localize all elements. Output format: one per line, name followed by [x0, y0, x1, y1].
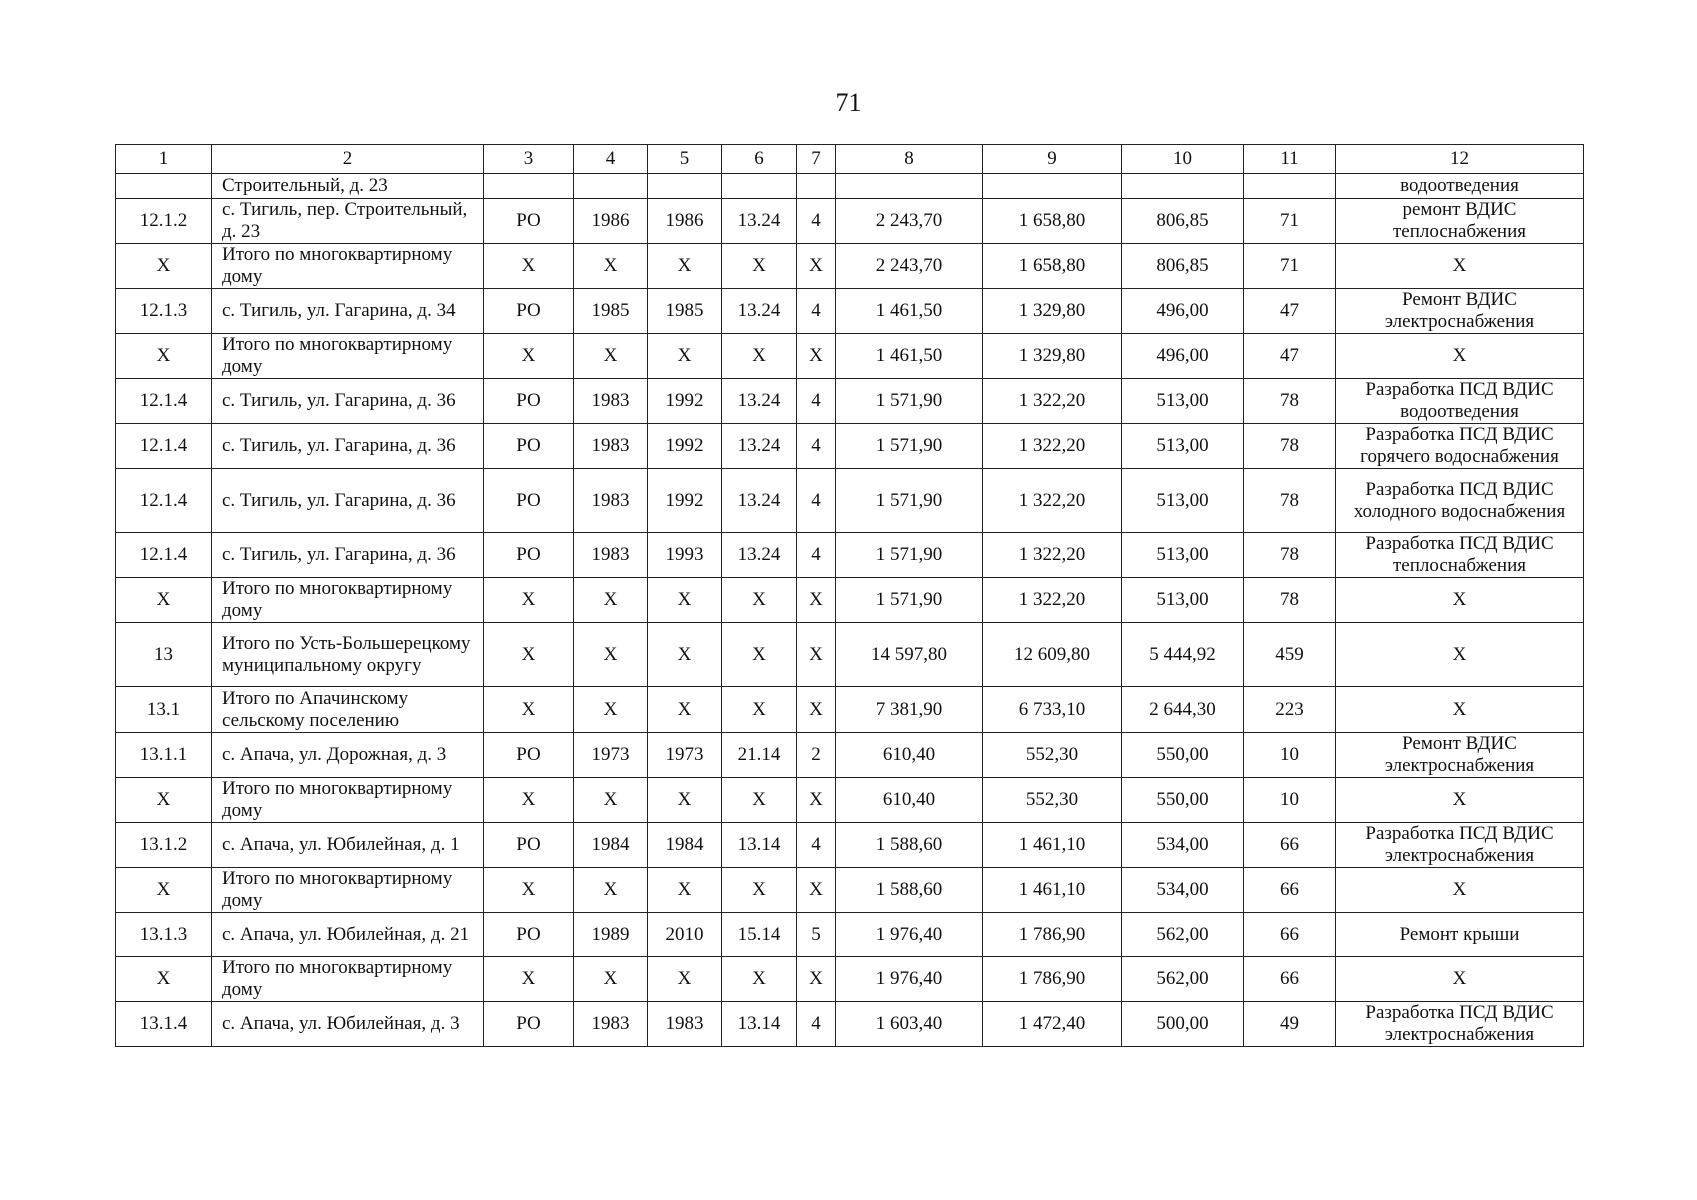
- table-cell: 13.14: [722, 823, 797, 868]
- table-cell: Х: [484, 578, 574, 623]
- table-cell: Х: [574, 334, 648, 379]
- table-cell: 1992: [648, 469, 722, 533]
- table-cell: 2010: [648, 913, 722, 957]
- table-cell: 4: [797, 289, 836, 334]
- table-cell: РО: [484, 469, 574, 533]
- table-row: [116, 957, 1584, 1002]
- table-cell: Х: [648, 623, 722, 687]
- table-cell: Х: [1336, 687, 1584, 733]
- table-cell: 1983: [574, 469, 648, 533]
- table-cell: Х: [574, 957, 648, 1002]
- column-header: 12: [1336, 145, 1584, 174]
- table-cell: [1244, 174, 1336, 199]
- table-cell: с. Тигиль, ул. Гагарина, д. 36: [212, 533, 484, 578]
- table-cell: 78: [1244, 469, 1336, 533]
- table-row: [116, 578, 1584, 623]
- table-cell: 534,00: [1122, 868, 1244, 913]
- table-cell: 13: [116, 623, 212, 687]
- table-row: [116, 1002, 1584, 1047]
- table-cell: 610,40: [836, 733, 983, 778]
- table-cell: Строительный, д. 23: [212, 174, 484, 199]
- table-cell: 1 588,60: [836, 823, 983, 868]
- table-cell: 1 461,50: [836, 289, 983, 334]
- table-cell: 513,00: [1122, 379, 1244, 424]
- table-cell: 13.1: [116, 687, 212, 733]
- table-cell: Х: [722, 578, 797, 623]
- table-header: [116, 145, 1584, 174]
- table-cell: с. Тигиль, ул. Гагарина, д. 34: [212, 289, 484, 334]
- table-cell: 1 588,60: [836, 868, 983, 913]
- table-cell: 13.1.2: [116, 823, 212, 868]
- table-cell: 1 472,40: [983, 1002, 1122, 1047]
- column-header: 3: [484, 145, 574, 174]
- table-cell: 513,00: [1122, 469, 1244, 533]
- table-cell: 1986: [574, 199, 648, 244]
- table-cell: Х: [484, 687, 574, 733]
- table-cell: [983, 174, 1122, 199]
- table-cell: 1 322,20: [983, 578, 1122, 623]
- table-cell: 1 571,90: [836, 424, 983, 469]
- table-row: [116, 424, 1584, 469]
- table-cell: 71: [1244, 244, 1336, 289]
- table-cell: 496,00: [1122, 289, 1244, 334]
- table-row: [116, 199, 1584, 244]
- table-cell: Х: [648, 778, 722, 823]
- table-cell: 13.14: [722, 1002, 797, 1047]
- table-cell: Х: [722, 244, 797, 289]
- table-cell: Ремонт ВДИС электроснабжения: [1336, 289, 1584, 334]
- table-cell: 1 322,20: [983, 379, 1122, 424]
- table-cell: Х: [116, 578, 212, 623]
- table-row: [116, 623, 1584, 687]
- table-cell: РО: [484, 733, 574, 778]
- table-cell: с. Апача, ул. Юбилейная, д. 3: [212, 1002, 484, 1047]
- table-cell: Х: [722, 687, 797, 733]
- table-cell: 4: [797, 823, 836, 868]
- table-cell: Итого по многоквартирному дому: [212, 244, 484, 289]
- table-cell: 496,00: [1122, 334, 1244, 379]
- table-row: [116, 289, 1584, 334]
- column-header: 2: [212, 145, 484, 174]
- table-cell: Х: [574, 868, 648, 913]
- table-cell: 66: [1244, 868, 1336, 913]
- table-row: [116, 868, 1584, 913]
- table-cell: 13.24: [722, 424, 797, 469]
- table-cell: 500,00: [1122, 1002, 1244, 1047]
- table-cell: 7 381,90: [836, 687, 983, 733]
- table-cell: 550,00: [1122, 733, 1244, 778]
- table-cell: Х: [116, 244, 212, 289]
- table-cell: 1983: [574, 424, 648, 469]
- table-cell: 562,00: [1122, 957, 1244, 1002]
- table-cell: Итого по многоквартирному дому: [212, 578, 484, 623]
- column-header: 10: [1122, 145, 1244, 174]
- table-cell: РО: [484, 1002, 574, 1047]
- table-cell: Х: [797, 334, 836, 379]
- table-cell: [836, 174, 983, 199]
- table-cell: 806,85: [1122, 244, 1244, 289]
- table-cell: Разработка ПСД ВДИС водоотведения: [1336, 379, 1584, 424]
- table-cell: 1 571,90: [836, 578, 983, 623]
- table-cell: 66: [1244, 957, 1336, 1002]
- table-row: [116, 334, 1584, 379]
- table-row: [116, 778, 1584, 823]
- table-cell: РО: [484, 913, 574, 957]
- table-cell: 13.24: [722, 533, 797, 578]
- table-cell: ремонт ВДИС теплоснабжения: [1336, 199, 1584, 244]
- table-cell: 4: [797, 533, 836, 578]
- table-cell: 806,85: [1122, 199, 1244, 244]
- table-cell: 2 243,70: [836, 199, 983, 244]
- table-cell: 1984: [648, 823, 722, 868]
- table-cell: 12.1.2: [116, 199, 212, 244]
- table-cell: 513,00: [1122, 424, 1244, 469]
- table-cell: 12.1.4: [116, 424, 212, 469]
- table-cell: 4: [797, 1002, 836, 1047]
- table-cell: Х: [1336, 957, 1584, 1002]
- table-cell: РО: [484, 289, 574, 334]
- table-cell: РО: [484, 424, 574, 469]
- table-cell: Итого по Апачинскому сельскому поселению: [212, 687, 484, 733]
- table-cell: 78: [1244, 424, 1336, 469]
- table-cell: 1 976,40: [836, 957, 983, 1002]
- table-cell: 2: [797, 733, 836, 778]
- table-cell: 1 786,90: [983, 913, 1122, 957]
- table-cell: Х: [648, 334, 722, 379]
- table-cell: Х: [648, 687, 722, 733]
- table-cell: 13.24: [722, 469, 797, 533]
- table-cell: Х: [116, 957, 212, 1002]
- table-cell: 13.1.1: [116, 733, 212, 778]
- table-cell: Х: [648, 244, 722, 289]
- table-cell: Х: [1336, 578, 1584, 623]
- table-cell: Х: [722, 868, 797, 913]
- table-cell: 2 243,70: [836, 244, 983, 289]
- table-cell: 1 322,20: [983, 469, 1122, 533]
- table-cell: РО: [484, 199, 574, 244]
- table-cell: 5: [797, 913, 836, 957]
- table-cell: 49: [1244, 1002, 1336, 1047]
- table-cell: 1973: [574, 733, 648, 778]
- table-cell: 1986: [648, 199, 722, 244]
- table-row: [116, 244, 1584, 289]
- table-cell: 78: [1244, 578, 1336, 623]
- table-cell: Х: [574, 778, 648, 823]
- table-cell: 66: [1244, 913, 1336, 957]
- table-cell: 1989: [574, 913, 648, 957]
- table-cell: [648, 174, 722, 199]
- table-cell: 1 329,80: [983, 289, 1122, 334]
- table-cell: 1 322,20: [983, 533, 1122, 578]
- table-cell: Х: [116, 868, 212, 913]
- table-cell: Х: [116, 778, 212, 823]
- table-cell: Х: [484, 244, 574, 289]
- table-row: [116, 913, 1584, 957]
- table-cell: 513,00: [1122, 533, 1244, 578]
- table-cell: Х: [1336, 623, 1584, 687]
- table-cell: Х: [484, 623, 574, 687]
- table-cell: Х: [484, 868, 574, 913]
- table-row: [116, 469, 1584, 533]
- table-cell: Х: [574, 687, 648, 733]
- table-cell: Х: [722, 957, 797, 1002]
- table-cell: 13.1.3: [116, 913, 212, 957]
- table-cell: с. Апача, ул. Дорожная, д. 3: [212, 733, 484, 778]
- table-cell: 13.24: [722, 199, 797, 244]
- table-cell: Х: [1336, 244, 1584, 289]
- table-cell: 21.14: [722, 733, 797, 778]
- table-cell: 1983: [574, 379, 648, 424]
- column-header: 1: [116, 145, 212, 174]
- table-cell: 6 733,10: [983, 687, 1122, 733]
- table-cell: Х: [574, 244, 648, 289]
- table-cell: Итого по многоквартирному дому: [212, 868, 484, 913]
- table-cell: [116, 174, 212, 199]
- table-cell: 12.1.4: [116, 379, 212, 424]
- table-cell: Разработка ПСД ВДИС холодного водоснабжения: [1336, 469, 1584, 533]
- table-cell: Итого по Усть-Большерецкому муниципальному округу: [212, 623, 484, 687]
- table-cell: 2 644,30: [1122, 687, 1244, 733]
- table-cell: 4: [797, 379, 836, 424]
- table-row: [116, 174, 1584, 199]
- table-cell: Разработка ПСД ВДИС горячего водоснабжения: [1336, 424, 1584, 469]
- table-cell: 552,30: [983, 778, 1122, 823]
- table-cell: 13.24: [722, 289, 797, 334]
- table-cell: 1993: [648, 533, 722, 578]
- table-cell: 4: [797, 469, 836, 533]
- table-cell: Х: [648, 578, 722, 623]
- data-table: [115, 144, 1584, 1047]
- table-cell: 12.1.4: [116, 533, 212, 578]
- table-cell: с. Апача, ул. Юбилейная, д. 21: [212, 913, 484, 957]
- table-cell: РО: [484, 379, 574, 424]
- column-header: 5: [648, 145, 722, 174]
- table-cell: Х: [797, 957, 836, 1002]
- page-number: 71: [835, 88, 862, 117]
- table-cell: 66: [1244, 823, 1336, 868]
- header-row: [116, 145, 1584, 174]
- table-cell: 4: [797, 424, 836, 469]
- table-cell: 71: [1244, 199, 1336, 244]
- table-cell: 14 597,80: [836, 623, 983, 687]
- table-cell: Х: [797, 623, 836, 687]
- table-cell: Х: [648, 868, 722, 913]
- table-cell: 534,00: [1122, 823, 1244, 868]
- column-header: 6: [722, 145, 797, 174]
- table-cell: 15.14: [722, 913, 797, 957]
- table-cell: 1 571,90: [836, 469, 983, 533]
- table-row: [116, 733, 1584, 778]
- table-row: [116, 533, 1584, 578]
- table-cell: Х: [574, 578, 648, 623]
- table-body: [116, 174, 1584, 1047]
- table-cell: Х: [797, 578, 836, 623]
- table-cell: 1 571,90: [836, 533, 983, 578]
- table-cell: 1984: [574, 823, 648, 868]
- table-cell: с. Тигиль, пер. Строительный, д. 23: [212, 199, 484, 244]
- table-cell: 78: [1244, 533, 1336, 578]
- table-cell: Х: [722, 623, 797, 687]
- table-cell: 223: [1244, 687, 1336, 733]
- column-header: 11: [1244, 145, 1336, 174]
- table-cell: Х: [1336, 778, 1584, 823]
- table-cell: 12.1.3: [116, 289, 212, 334]
- table-cell: Разработка ПСД ВДИС электроснабжения: [1336, 823, 1584, 868]
- table-cell: 1985: [574, 289, 648, 334]
- table-cell: 1992: [648, 379, 722, 424]
- table-cell: [484, 174, 574, 199]
- table-cell: Итого по многоквартирному дому: [212, 778, 484, 823]
- table-cell: 1 461,10: [983, 823, 1122, 868]
- table-cell: Х: [484, 334, 574, 379]
- table-cell: 1983: [574, 1002, 648, 1047]
- table-cell: с. Тигиль, ул. Гагарина, д. 36: [212, 424, 484, 469]
- table-cell: 550,00: [1122, 778, 1244, 823]
- table-cell: [1122, 174, 1244, 199]
- table-cell: 513,00: [1122, 578, 1244, 623]
- table-cell: [722, 174, 797, 199]
- table-cell: Разработка ПСД ВДИС теплоснабжения: [1336, 533, 1584, 578]
- column-header: 7: [797, 145, 836, 174]
- table-cell: 1 329,80: [983, 334, 1122, 379]
- table-cell: Х: [484, 957, 574, 1002]
- table-cell: 12 609,80: [983, 623, 1122, 687]
- table-cell: Ремонт ВДИС электроснабжения: [1336, 733, 1584, 778]
- table-cell: 78: [1244, 379, 1336, 424]
- table-cell: 1 322,20: [983, 424, 1122, 469]
- table-cell: 10: [1244, 733, 1336, 778]
- table-cell: 13.24: [722, 379, 797, 424]
- table-cell: Итого по многоквартирному дому: [212, 957, 484, 1002]
- table-cell: Х: [648, 957, 722, 1002]
- table-cell: 562,00: [1122, 913, 1244, 957]
- table-cell: 552,30: [983, 733, 1122, 778]
- table-cell: 1 658,80: [983, 244, 1122, 289]
- column-header: 4: [574, 145, 648, 174]
- table-cell: 12.1.4: [116, 469, 212, 533]
- table-cell: с. Тигиль, ул. Гагарина, д. 36: [212, 379, 484, 424]
- table-cell: Х: [1336, 868, 1584, 913]
- table-cell: 47: [1244, 334, 1336, 379]
- table-cell: с. Тигиль, ул. Гагарина, д. 36: [212, 469, 484, 533]
- table-cell: 13.1.4: [116, 1002, 212, 1047]
- table-cell: Итого по многоквартирному дому: [212, 334, 484, 379]
- table-row: [116, 379, 1584, 424]
- table-cell: Х: [722, 334, 797, 379]
- table-cell: 4: [797, 199, 836, 244]
- table-cell: Х: [797, 244, 836, 289]
- table-cell: 1 786,90: [983, 957, 1122, 1002]
- table-cell: Разработка ПСД ВДИС электроснабжения: [1336, 1002, 1584, 1047]
- table-cell: 1983: [648, 1002, 722, 1047]
- column-header: 8: [836, 145, 983, 174]
- table-cell: 1 658,80: [983, 199, 1122, 244]
- table-cell: Х: [797, 687, 836, 733]
- table-cell: 1985: [648, 289, 722, 334]
- table-cell: Х: [484, 778, 574, 823]
- table-row: [116, 687, 1584, 733]
- table-cell: с. Апача, ул. Юбилейная, д. 1: [212, 823, 484, 868]
- table-cell: 1983: [574, 533, 648, 578]
- table-cell: РО: [484, 823, 574, 868]
- table-cell: [574, 174, 648, 199]
- table-cell: 610,40: [836, 778, 983, 823]
- table-cell: водоотведения: [1336, 174, 1584, 199]
- table-cell: 1 461,10: [983, 868, 1122, 913]
- table-row: [116, 823, 1584, 868]
- table-cell: Х: [797, 778, 836, 823]
- table-cell: Х: [722, 778, 797, 823]
- table-cell: Х: [574, 623, 648, 687]
- table-cell: Ремонт крыши: [1336, 913, 1584, 957]
- table-cell: Х: [1336, 334, 1584, 379]
- table-cell: 47: [1244, 289, 1336, 334]
- table-cell: 1 571,90: [836, 379, 983, 424]
- table-cell: 459: [1244, 623, 1336, 687]
- table-cell: Х: [116, 334, 212, 379]
- table-cell: 1992: [648, 424, 722, 469]
- table-cell: Х: [797, 868, 836, 913]
- column-header: 9: [983, 145, 1122, 174]
- table-cell: 1 461,50: [836, 334, 983, 379]
- table-cell: 1973: [648, 733, 722, 778]
- table-cell: 10: [1244, 778, 1336, 823]
- table-cell: РО: [484, 533, 574, 578]
- table-cell: 5 444,92: [1122, 623, 1244, 687]
- table-cell: 1 603,40: [836, 1002, 983, 1047]
- table-cell: 1 976,40: [836, 913, 983, 957]
- table-cell: [797, 174, 836, 199]
